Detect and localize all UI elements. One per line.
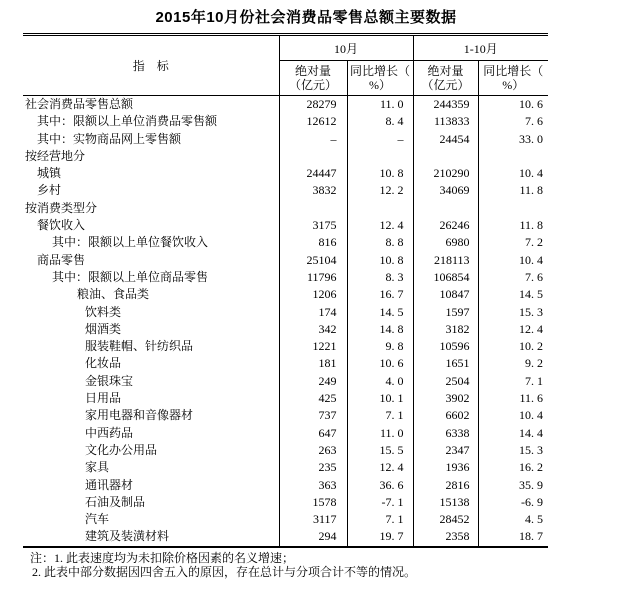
value-cell: 1651 [413,355,478,372]
indicator-cell: 城镇 [37,166,62,181]
table-row [23,494,548,511]
value-cell: 7. 2 [478,234,548,251]
subheader-line: （亿元） [288,78,337,92]
value-cell: 1936 [413,459,478,476]
indicator-cell: 化妆品 [85,356,122,371]
table-row [23,373,548,390]
value-cell: 36. 6 [347,477,413,494]
value-cell: 28452 [413,511,478,528]
value-cell: 342 [279,321,347,338]
value-cell: 10. 1 [347,390,413,407]
value-cell: 14. 8 [347,321,413,338]
value-cell: 3832 [279,182,347,199]
value-cell: 113833 [413,113,478,130]
table-row [23,425,548,442]
value-cell: 3902 [413,390,478,407]
value-cell: 28279 [279,96,347,114]
value-cell: 3117 [279,511,347,528]
value-cell: 1206 [279,286,347,303]
value-cell: 737 [279,407,347,424]
value-cell: 9. 2 [478,355,548,372]
indicator-header-cell: 指 标 [23,35,279,96]
indicator-cell: 家用电器和音像器材 [85,408,194,423]
value-cell [478,148,548,165]
subheader-ytd-growth [478,61,548,96]
value-cell: 8. 8 [347,234,413,251]
indicator-cell: 日用品 [85,391,122,406]
value-cell: 7. 6 [478,113,548,130]
value-cell: 10. 4 [478,252,548,269]
value-cell: 6980 [413,234,478,251]
table-body [23,96,548,547]
value-cell: 12. 4 [347,217,413,234]
value-cell: 1578 [279,494,347,511]
value-cell [413,200,478,217]
indicator-cell: 乡村 [37,183,62,198]
value-cell: 1597 [413,304,478,321]
value-cell: 8. 4 [347,113,413,130]
table-row [23,459,548,476]
table-header [23,35,548,96]
value-cell: 218113 [413,252,478,269]
value-cell: -6. 9 [478,494,548,511]
table-row [23,355,548,372]
table-row [23,96,548,114]
table-row [23,304,548,321]
data-table [23,33,548,548]
value-cell: 26246 [413,217,478,234]
indicator-cell: 餐饮收入 [37,218,86,233]
indicator-cell: 其中：限额以上单位消费品零售额 [37,114,218,129]
value-cell: 2504 [413,373,478,390]
value-cell: 15. 5 [347,442,413,459]
indicator-cell: 其中：限额以上单位商品零售 [52,269,209,284]
value-cell: 15. 3 [478,442,548,459]
table-row [23,113,548,130]
footnote-line: 2. 此表中部分数据因四舍五入的原因，存在总计与分项合计不等的情况。 [32,565,417,579]
value-cell [347,200,413,217]
value-cell: 12612 [279,113,347,130]
value-cell: 6602 [413,407,478,424]
value-cell: 10. 4 [478,407,548,424]
value-cell: 647 [279,425,347,442]
subheader-oct-absolute [279,61,347,96]
indicator-cell: 金银珠宝 [85,373,134,388]
value-cell: 210290 [413,165,478,182]
table-row [23,511,548,528]
indicator-cell: 文化办公用品 [85,442,158,457]
value-cell: 3175 [279,217,347,234]
value-cell: 11. 0 [347,425,413,442]
value-cell: 363 [279,477,347,494]
value-cell: 263 [279,442,347,459]
indicator-cell: 家具 [85,460,110,475]
value-cell: -7. 1 [347,494,413,511]
subheader-line: 绝对量 [427,64,464,78]
table-row [23,252,548,269]
value-cell: 294 [279,528,347,546]
value-cell: 235 [279,459,347,476]
table-row [23,477,548,494]
value-cell: 7. 1 [478,373,548,390]
indicator-cell: 粮油、食品类 [77,287,150,302]
value-cell: 12. 4 [478,321,548,338]
value-cell: 4. 5 [478,511,548,528]
indicator-cell: 商品零售 [37,252,86,267]
value-cell: 10596 [413,338,478,355]
table-row [23,234,548,251]
value-cell: 12. 2 [347,182,413,199]
value-cell: 10847 [413,286,478,303]
value-cell: 35. 9 [478,477,548,494]
value-cell: – [347,131,413,148]
indicator-cell: 建筑及装潢材料 [85,529,170,544]
table-row [23,407,548,424]
indicator-cell: 烟酒类 [85,321,122,336]
subheader-ytd-absolute [413,61,478,96]
value-cell: 2816 [413,477,478,494]
value-cell: 2358 [413,528,478,546]
col-group-jan-oct: 1-10月 [413,35,548,61]
value-cell: 10. 6 [478,96,548,114]
value-cell: 10. 6 [347,355,413,372]
footnote-line: 注：1. 此表速度均为未扣除价格因素的名义增速； [30,551,295,565]
value-cell: 9. 8 [347,338,413,355]
subheader-line: 同比增长（ [483,64,544,78]
subheader-line: %） [502,78,525,92]
value-cell: 11. 6 [478,390,548,407]
table-row [23,148,548,165]
value-cell: 16. 2 [478,459,548,476]
value-cell: 425 [279,390,347,407]
value-cell: 1221 [279,338,347,355]
value-cell: 25104 [279,252,347,269]
value-cell: 2347 [413,442,478,459]
value-cell: 24454 [413,131,478,148]
table-row [23,321,548,338]
indicator-cell: 按消费类型分 [25,200,98,215]
value-cell: 8. 3 [347,269,413,286]
indicator-cell: 汽车 [85,512,110,527]
indicator-cell: 按经营地分 [25,148,86,163]
table-row [23,269,548,286]
indicator-cell: 其中：实物商品网上零售额 [37,131,182,146]
footnotes [30,551,416,579]
indicator-cell: 中西药品 [85,425,134,440]
subheader-line: 同比增长（ [350,64,411,78]
value-cell: 181 [279,355,347,372]
value-cell: 34069 [413,182,478,199]
value-cell: 14. 4 [478,425,548,442]
table-row [23,131,548,148]
value-cell: 7. 1 [347,407,413,424]
table-row [23,286,548,303]
indicator-cell: 通讯器材 [85,477,134,492]
indicator-cell: 其中：限额以上单位餐饮收入 [52,235,209,250]
value-cell: 7. 6 [478,269,548,286]
table-row [23,442,548,459]
table-row [23,338,548,355]
value-cell: 11. 0 [347,96,413,114]
table-row [23,182,548,199]
indicator-cell: 饮料类 [85,304,122,319]
value-cell [478,200,548,217]
value-cell: 6338 [413,425,478,442]
table-row [23,217,548,234]
page-title: 2015年10月份社会消费品零售总额主要数据 [155,9,457,26]
value-cell: 14. 5 [478,286,548,303]
value-cell [279,148,347,165]
value-cell: 174 [279,304,347,321]
header-group-row [23,35,548,61]
value-cell: 18. 7 [478,528,548,546]
value-cell: 11. 8 [478,182,548,199]
subheader-line: %） [369,78,391,92]
value-cell: 14. 5 [347,304,413,321]
value-cell [347,148,413,165]
value-cell: 11796 [279,269,347,286]
value-cell: 15138 [413,494,478,511]
indicator-cell: 石油及制品 [85,494,146,509]
value-cell: 16. 7 [347,286,413,303]
value-cell: – [279,131,347,148]
value-cell: 24447 [279,165,347,182]
col-group-october: 10月 [279,35,413,61]
value-cell: 10. 8 [347,165,413,182]
table-row [23,165,548,182]
value-cell: 10. 4 [478,165,548,182]
value-cell: 3182 [413,321,478,338]
table-row [23,200,548,217]
subheader-line: （亿元） [421,78,470,92]
table-row [23,528,548,546]
value-cell: 249 [279,373,347,390]
subheader-oct-growth [347,61,413,96]
value-cell: 33. 0 [478,131,548,148]
value-cell: 11. 8 [478,217,548,234]
value-cell: 10. 8 [347,252,413,269]
value-cell: 10. 2 [478,338,548,355]
subheader-line: 绝对量 [294,64,331,78]
indicator-cell: 社会消费品零售总额 [25,97,134,111]
value-cell: 4. 0 [347,373,413,390]
value-cell: 816 [279,234,347,251]
value-cell: 12. 4 [347,459,413,476]
value-cell: 244359 [413,96,478,114]
value-cell [279,200,347,217]
table-row [23,390,548,407]
value-cell: 106854 [413,269,478,286]
value-cell: 19. 7 [347,528,413,546]
value-cell: 7. 1 [347,511,413,528]
value-cell [413,148,478,165]
indicator-cell: 服装鞋帽、针纺织品 [85,339,194,354]
value-cell: 15. 3 [478,304,548,321]
